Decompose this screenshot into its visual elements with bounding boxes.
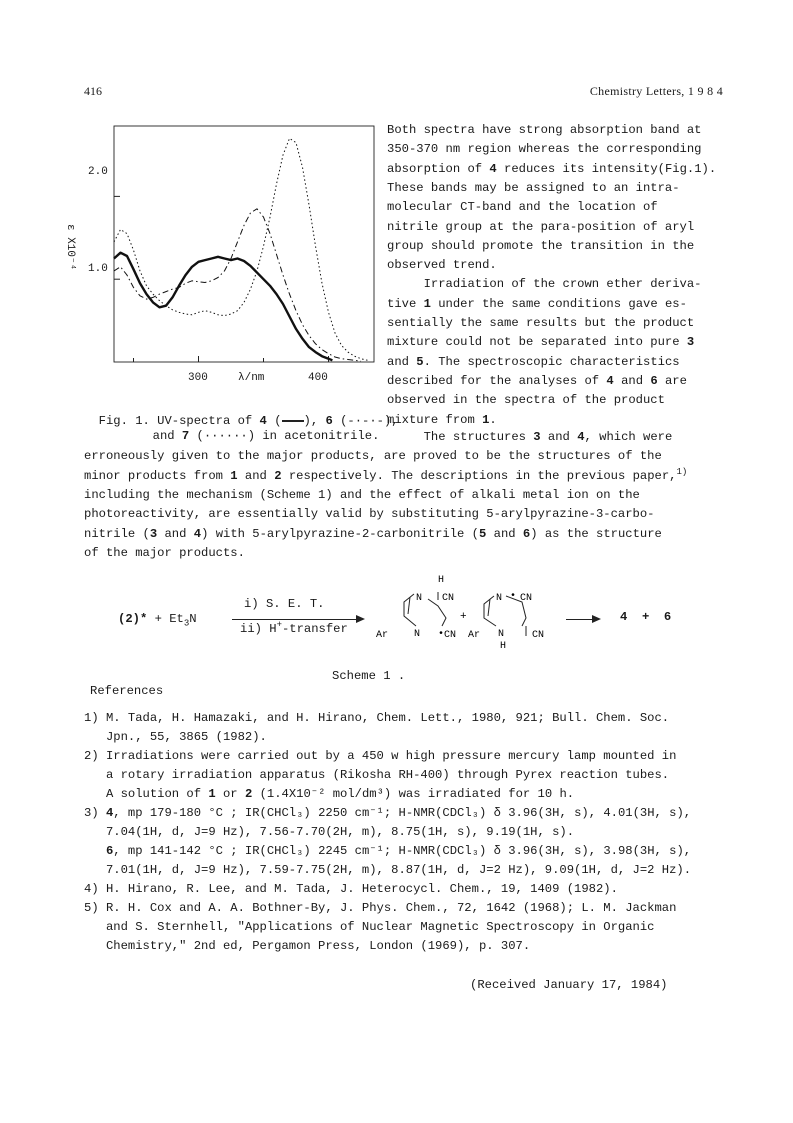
- scheme-reactant: $(2)* + Et_3N$: [118, 612, 197, 629]
- right-column-line: and 5. The spectroscopic characteristics: [387, 354, 680, 369]
- reference-line: a rotary irradiation apparatus (Rikosha RH-400) through Pyrex reaction tubes.: [84, 768, 670, 782]
- svg-text:•: •: [510, 591, 517, 602]
- uv-spectra-chart: [84, 118, 384, 383]
- svg-text:•: •: [438, 629, 445, 640]
- y-tick-1: 1.0: [88, 263, 108, 275]
- paragraph-line: photoreactivity, are essentially valid by substituting 5-arylpyrazine-3-carbo-: [84, 507, 655, 522]
- references-heading: References: [90, 684, 164, 698]
- right-column-line: Irradiation of the crown ether deriva-: [387, 277, 702, 292]
- n-label-1: N: [416, 593, 423, 604]
- received-date: (Received January 17, 1984): [470, 978, 668, 992]
- x-axis-label: λ/nm: [238, 372, 265, 384]
- x-tick-400: 400: [308, 372, 328, 384]
- y-tick-2: 2.0: [88, 166, 108, 178]
- right-column-line: 350-370 nm region whereas the corresponding: [387, 142, 702, 157]
- paragraph-line: including the mechanism (Scheme 1) and the effect of alkali metal ion on the: [84, 487, 640, 502]
- reference-line: and S. Sternhell, "Applications of Nuclear Magnetic Spectroscopy in Organic: [84, 920, 655, 934]
- x-tick-300: 300: [188, 372, 208, 384]
- reference-line: 6, mp 141-142 °C ; IR(CHCl₃) 2245 cm⁻¹; H-NMR(CDCl₃) δ 3.96(3H, s), 3.98(3H, s),: [105, 844, 692, 858]
- right-column-line: tive 1 under the same conditions gave es-: [387, 296, 687, 311]
- reference-line: Chemistry," 2nd ed, Pergamon Press, London (1969), p. 307.: [84, 939, 531, 953]
- paragraph-line: minor products from 1 and 2 respectively. The descriptions in the previous paper,$^{1)}$: [84, 466, 688, 483]
- scheme-products: 4 + 6: [620, 610, 672, 624]
- journal-header: Chemistry Letters, 1 9 8 4: [589, 84, 723, 98]
- right-column-line: group should promote the transition in the: [387, 238, 695, 253]
- plot-frame: [114, 126, 374, 362]
- paragraph-line: of the major products.: [84, 545, 245, 560]
- reference-line: 1) M. Tada, H. Hamazaki, and H. Hirano, Chem. Lett., 1980, 921; Bull. Chem. Soc.: [84, 711, 670, 725]
- series-line-6: [114, 209, 361, 361]
- scheme-intermediates: [372, 574, 572, 654]
- paragraph-line: nitrile (3 and 4) with 5-arylpyrazine-2-carbonitrile (5 and 6) as the structure: [84, 526, 662, 541]
- h-label-2: H: [500, 641, 507, 652]
- scheme-caption: Scheme 1 .: [332, 669, 406, 683]
- right-column-line: sentially the same results but the product: [387, 316, 695, 330]
- right-column-line: observed in the spectra of the product: [387, 393, 665, 408]
- scheme-arrow-2-head: [592, 615, 601, 623]
- scheme-arrow-1: [232, 619, 360, 620]
- uv-spectra-figure: [64, 118, 384, 383]
- ar-label-2: Ar: [468, 630, 481, 641]
- right-column-line: molecular CT-band and the location of: [387, 200, 658, 215]
- scheme-arrow-1-head: [356, 615, 365, 623]
- n-label-2: N: [414, 629, 421, 640]
- n-label-4: N: [498, 629, 505, 640]
- right-column-line: Both spectra have strong absorption band at: [387, 123, 702, 137]
- cn-label-3: CN: [520, 593, 533, 604]
- n-label-3: N: [496, 593, 503, 604]
- right-column-line: nitrile group at the para-position of aryl: [387, 219, 695, 234]
- reference-line: A solution of 1 or 2 (1.4X10⁻² mol/dm³) was irradiated for 10 h.: [84, 787, 575, 801]
- reference-line: Jpn., 55, 3865 (1982).: [84, 730, 267, 744]
- reference-line: 4) H. Hirano, R. Lee, and M. Tada, J. Heterocycl. Chem., 19, 1409 (1982).: [84, 882, 618, 896]
- right-column-line: These bands may be assigned to an intra-: [387, 180, 680, 195]
- cn-label-1: CN: [442, 593, 455, 604]
- right-column-line: mixture from 1.: [387, 412, 497, 427]
- reference-line: 2) Irradiations were carried out by a 450 w high pressure mercury lamp mounted in: [84, 749, 677, 763]
- reference-line: 3) 4, mp 179-180 °C ; IR(CHCl₃) 2250 cm⁻¹; H-NMR(CDCl₃) δ 3.96(3H, s), 4.01(3H, s),: [84, 806, 692, 820]
- h-label-1: H: [438, 575, 445, 586]
- right-column-line: mixture could not be separated into pure 3: [387, 335, 695, 350]
- scheme-step2: ii) H+-transfer: [240, 619, 348, 636]
- plus-label: +: [460, 611, 467, 623]
- radical-intermediate-1: [404, 592, 446, 626]
- reference-line: 7.01(1H, d, J=9 Hz), 7.59-7.75(2H, m), 8.87(1H, d, J=2 Hz), 9.09(1H, d, J=2 Hz).: [84, 863, 692, 877]
- page-number: 416: [84, 84, 102, 98]
- reference-line: 5) R. H. Cox and A. A. Bothner-By, J. Phys. Chem., 72, 1642 (1968); L. M. Jackman: [84, 901, 677, 915]
- figure-caption-line2: and 7 (······) in acetonitrile.: [152, 429, 380, 443]
- right-column-line: absorption of 4 reduces its intensity(Fig.1).: [387, 161, 717, 176]
- y-axis-label: ε X10⁻⁴: [64, 224, 76, 271]
- cn-label-2: CN: [444, 630, 457, 641]
- paragraph-line: erroneously given to the major products, are proved to be the structures of the: [84, 449, 662, 464]
- reference-line: 7.04(1H, d, J=9 Hz), 7.56-7.70(2H, m), 8.75(1H, s), 9.19(1H, s).: [84, 825, 575, 839]
- scheme-step1: i) S. E. T.: [244, 597, 325, 611]
- figure-caption-line1: Fig. 1. UV-spectra of 4 ( ), 6 (-·-·-),: [98, 414, 399, 428]
- right-column-line: described for the analyses of 4 and 6 are: [387, 373, 687, 388]
- series-line-4: [114, 253, 332, 361]
- right-column-line: observed trend.: [387, 258, 497, 273]
- ar-label-1: Ar: [376, 630, 389, 641]
- series-line-7: [114, 138, 368, 360]
- cn-label-4: CN: [532, 630, 545, 641]
- paragraph-line: The structures 3 and 4, which were: [387, 430, 673, 444]
